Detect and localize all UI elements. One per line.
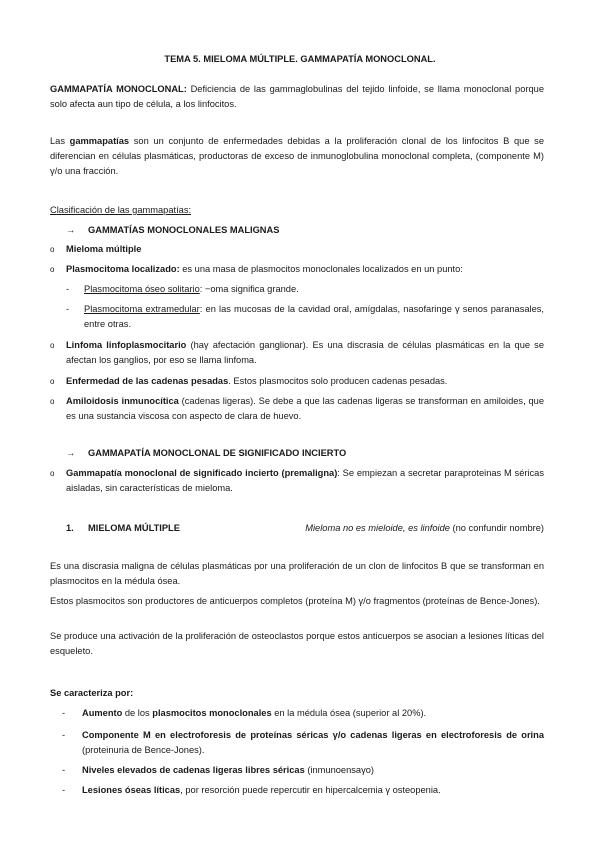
features-heading: Se caracteriza por:	[50, 688, 134, 698]
sub-item-term: Plasmocitoma extramedular	[84, 304, 200, 314]
document-title: TEMA 5. MIELOMA MÚLTIPLE. GAMMAPATÍA MONOCLONAL.	[164, 54, 436, 64]
feature-text: de los	[122, 708, 153, 718]
bullet-icon: o	[50, 397, 55, 406]
arrow-icon: →	[66, 225, 76, 235]
feature-text: , por resorción puede repercutir en hipercalcemia γ osteopenia.	[180, 785, 441, 795]
intro-text: Deficiencia de las gammaglobulinas del tejido linfoide, se llama monoclonal porque solo afecta aun tipo de célula, a los linfocitos.	[50, 84, 544, 109]
section-number: 1.	[66, 523, 74, 533]
sub-item-text: : en las mucosas de la cavidad oral, amígdalas, nasofaringe γ senos paranasales, entre otras.	[84, 304, 544, 329]
gammapatias-term: gammapatías	[69, 136, 130, 146]
bullet-icon: o	[50, 341, 55, 350]
dash-marker: -	[62, 730, 66, 740]
bullet-icon: o	[50, 265, 55, 274]
sub-item-term: Plasmocitoma óseo solitario	[84, 284, 200, 294]
dash-marker: -	[62, 708, 66, 718]
body-paragraph: Se produce una activación de la proliferación de osteoclastos porque estos anticuerpos se asocian a lesiones líticas del esqueleto.	[50, 631, 544, 656]
feature-term: Aumento	[82, 708, 123, 718]
item-text: (haγ afectación ganglionar). Es una discrasia de células plasmáticas en la que se afectan los ganglios, por eso se llama linfoma.	[66, 340, 544, 365]
dash-marker: -	[62, 765, 66, 775]
item-term: Mieloma múltiple	[66, 244, 142, 254]
body-paragraph: Estos plasmocitos son productores de anticuerpos completos (proteína M) γ/o fragmentos (proteínas de Bence-Jones).	[50, 596, 540, 606]
feature-term: Lesiones óseas líticas	[82, 785, 181, 795]
item-term: Amiloidosis inmunocítica	[66, 396, 179, 406]
intro-paragraph	[50, 82, 544, 112]
classification-heading: Clasificación de las gammapatías:	[50, 205, 192, 215]
item-term: Enfermedad de las cadenas pesadas	[66, 376, 229, 386]
section-title: MIELOMA MÚLTIPLE	[88, 523, 180, 533]
malignant-heading-row	[66, 223, 546, 238]
gammapatias-paragraph	[50, 134, 544, 179]
dash-marker: -	[66, 284, 70, 294]
feature-term-2: plasmocitos monoclonales	[152, 708, 272, 718]
item-text: : Se empiezan a secretar paraproteinas M séricas aisladas, sin características de mieloma.	[66, 468, 544, 493]
feature-text: (inmunoensaγo)	[304, 765, 374, 775]
uncertain-heading: GAMMAPATÍA MONOCLONAL DE SIGNIFICADO INCIERTO	[88, 448, 347, 458]
dash-marker: -	[62, 785, 66, 795]
dash-marker: -	[66, 304, 70, 314]
gammapatias-pre: Las	[50, 136, 70, 146]
section-note-italic: Mieloma no es mieloide, es linfoide	[305, 523, 450, 533]
feature-text: (proteinuria de Bence-Jones).	[82, 745, 205, 755]
feature-term: Niveles elevados de cadenas ligeras libres séricas	[82, 765, 305, 775]
intro-term: GAMMAPATÍA MONOCLONAL:	[50, 84, 187, 94]
item-text: es una masa de plasmocitos monoclonales localizados en un punto:	[179, 264, 463, 274]
item-text: (cadenas ligeras). Se debe a que las cadenas ligeras se transforman en amiloides, que es una sustancia viscosa con aspecto de clara de huevo.	[66, 396, 544, 421]
item-term: Gammapatía monoclonal de significado incierto (premaligna)	[66, 468, 338, 478]
sub-item-text: : −oma significa grande.	[199, 284, 299, 294]
feature-term: Componente M en electroforesis de proteínas séricas γ/o cadenas ligeras en electroforesis de orina	[82, 730, 544, 740]
bullet-icon: o	[50, 377, 55, 386]
item-term: Linfoma linfoplasmocitario	[66, 340, 187, 350]
arrow-icon: →	[66, 448, 76, 458]
gammapatias-text: son un conjunto de enfermedades debidas a la proliferación clonal de los linfocitos B que se diferencian en células plasmáticas, productoras de exceso de inmunoglobulina monoclonal completa, (componente M) γ/o una fracción.	[50, 136, 544, 176]
feature-text-2: en la médula ósea (superior al 20%).	[271, 708, 427, 718]
item-text: . Estos plasmocitos solo producen cadenas pesadas.	[228, 376, 448, 386]
item-term: Plasmocitoma localizado:	[66, 264, 180, 274]
bullet-icon: o	[50, 469, 55, 478]
uncertain-heading-row	[66, 446, 546, 461]
body-paragraph: Es una discrasia maligna de células plasmáticas por una proliferación de un clon de linfocitos B que se transforman en plasmocitos en la médula ósea.	[50, 561, 544, 586]
bullet-icon: o	[50, 245, 55, 254]
section-note-plain: (no confundir nombre)	[449, 523, 544, 533]
section-note	[305, 521, 544, 536]
malignant-heading: GAMMATÍAS MONOCLONALES MALIGNAS	[88, 225, 280, 235]
